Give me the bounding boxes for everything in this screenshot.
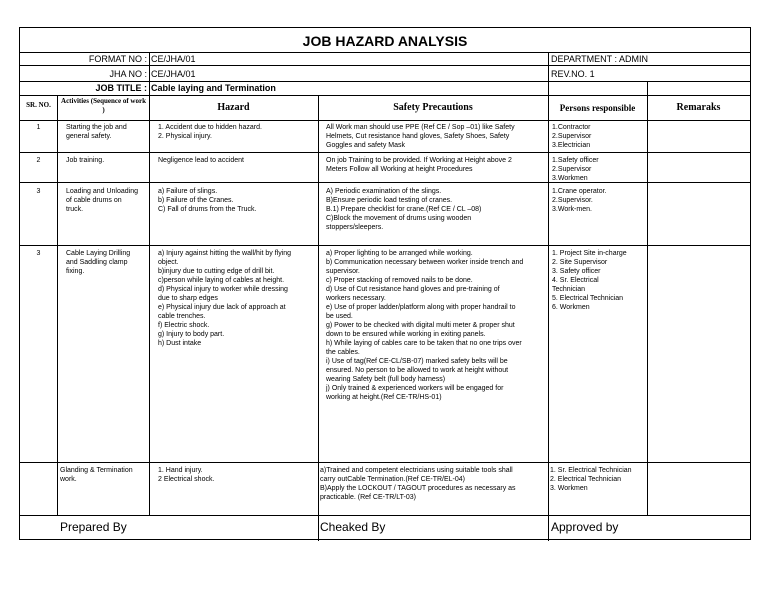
row-2-activity: Job training. [66,157,105,164]
row-5-hazard: 1. Hand injury. 2 Electrical shock. [158,467,215,483]
row-2-hazard: Negligence lead to accident [158,157,245,164]
row-5-persons: 1. Sr. Electrical Technician 2. Electrical Technician 3. Workmen [550,467,632,492]
prepared-by-label: Prepared By [60,520,127,534]
row-2-safety: On job Training to be provided. If Working at Height above 2 Meters Follow all Working at height Procedures [326,157,512,173]
row-5-safety: a)Trained and competent electricians using suitable tools shall carry outCable Termination.(Ref CE-TR/EL-04) B)Apply the LOCKOUT / TAGOUT procedures as necessary as practicable. (Ref CE-TR/LT-03) [320,467,516,501]
grid-line [548,52,549,541]
row-4-hazard: a) Injury against hitting the wall/hit by flying object. b)injury due to cutting edge of drill bit. c)person while laying of cables at height. d) Physical injury to worker while dressing due to sharp edges e) Physical injury due lack of approach at cable trenches. f) Electric shock. g) Injury to body part. h) Dust intake [158,250,292,347]
grid-line [318,95,319,541]
row-5-activity: Glanding & Termination work. [60,467,133,483]
grid-line [20,152,750,153]
jha-sheet [19,27,751,540]
department-field: DEPARTMENT : ADMIN [551,54,649,64]
header-safety-precautions: Safety Precautions [393,102,473,113]
grid-line [20,95,750,96]
grid-line [20,245,750,246]
format-no-value: CE/JHA/01 [151,54,196,64]
grid-line [149,52,150,515]
grid-line [57,95,58,515]
job-title-label: JOB TITLE : [95,83,147,93]
job-title-value: Cable laying and Termination [151,83,276,93]
row-4-activity: Cable Laying Drilling and Saddling clamp fixing. [66,250,131,275]
grid-line [20,65,750,66]
grid-line [20,120,750,121]
row-3-hazard: a) Failure of slings. b) Failure of the Cranes. C) Fall of drums from the Truck. [158,188,257,213]
row-1-activity: Starting the job and general safety. [66,124,127,140]
row-1-sr-no: 1 [36,124,41,131]
row-1-safety: All Work man should use PPE (Ref CE / Sop –01) like Safety Helmets, Cut resistance hand gloves, Safety Shoes, Safety Goggles and safety Mask [326,124,515,149]
revision-field: REV.NO. 1 [551,69,595,79]
row-1-persons: 1.Contractor 2.Supervisor 3.Electrician [552,124,592,149]
header-sr-no: SR. NO. [26,101,51,109]
row-2-persons: 1.Safety officer 2.Supervisor 3.Workmen [552,157,599,182]
row-1-hazard: 1. Accident due to hidden hazard. 2. Physical injury. [158,124,262,140]
header-remarks: Remaraks [676,102,721,113]
row-3-safety: A) Periodic examination of the slings. B)Ensure periodic load testing of cranes. B.1) Prepare checklist for crane.(Ref CE / CL –08) C)Block the movement of drums using wooden stoppers/sleepers. [326,188,482,231]
row-3-persons: 1.Crane operator. 2.Supervisor. 3.Work-men. [552,188,607,213]
document-title: JOB HAZARD ANALYSIS [20,28,750,53]
row-4-persons: 1. Project Site in-charge 2. Site Supervisor 3. Safety officer 4. Sr. Electrical Technician 5. Electrical Technician 6. Workmen [552,250,627,311]
header-hazard: Hazard [217,102,250,113]
row-4-safety: a) Proper lighting to be arranged while working. b) Communication necessary between worker inside trench and supervisor. c) Proper stacking of removed nails to be done. d) Use of Cut resistance hand gloves and pre-training of workers necessary. e) Use of proper ladder/platform along with proper handrail to be used. g) Power to be checked with digital multi meter & proper shut down to be ensured while working in exiting panels. h) While laying of cables care to be taken that no one trips over the cables. i) Use of tag(Ref CE-CL/SB-07) marked safety belts will be ensured. No person to be allowed to work at height without wearing Safety belt (full body harness) j) Only trained & experienced workers will be engaged for working at height.(Ref CE-TR/HS-01) [326,250,524,401]
row-3-activity: Loading and Unloading of cable drums on truck. [66,188,139,213]
checked-by-label: Cheaked By [320,520,386,534]
grid-line [20,462,750,463]
grid-line [647,81,648,515]
header-activities: Activities (Sequence of work ) [61,97,146,114]
row-3-sr-no: 3 [36,188,41,195]
row-2-sr-no: 2 [36,157,41,164]
jha-no-label: JHA NO : [109,69,147,79]
jha-no-value: CE/JHA/01 [151,69,196,79]
header-persons-responsible: Persons responsible [559,103,636,113]
format-no-label: FORMAT NO : [88,54,147,64]
grid-line [20,515,750,516]
row-4-sr-no: 3 [36,250,41,257]
approved-by-label: Approved by [551,520,619,534]
